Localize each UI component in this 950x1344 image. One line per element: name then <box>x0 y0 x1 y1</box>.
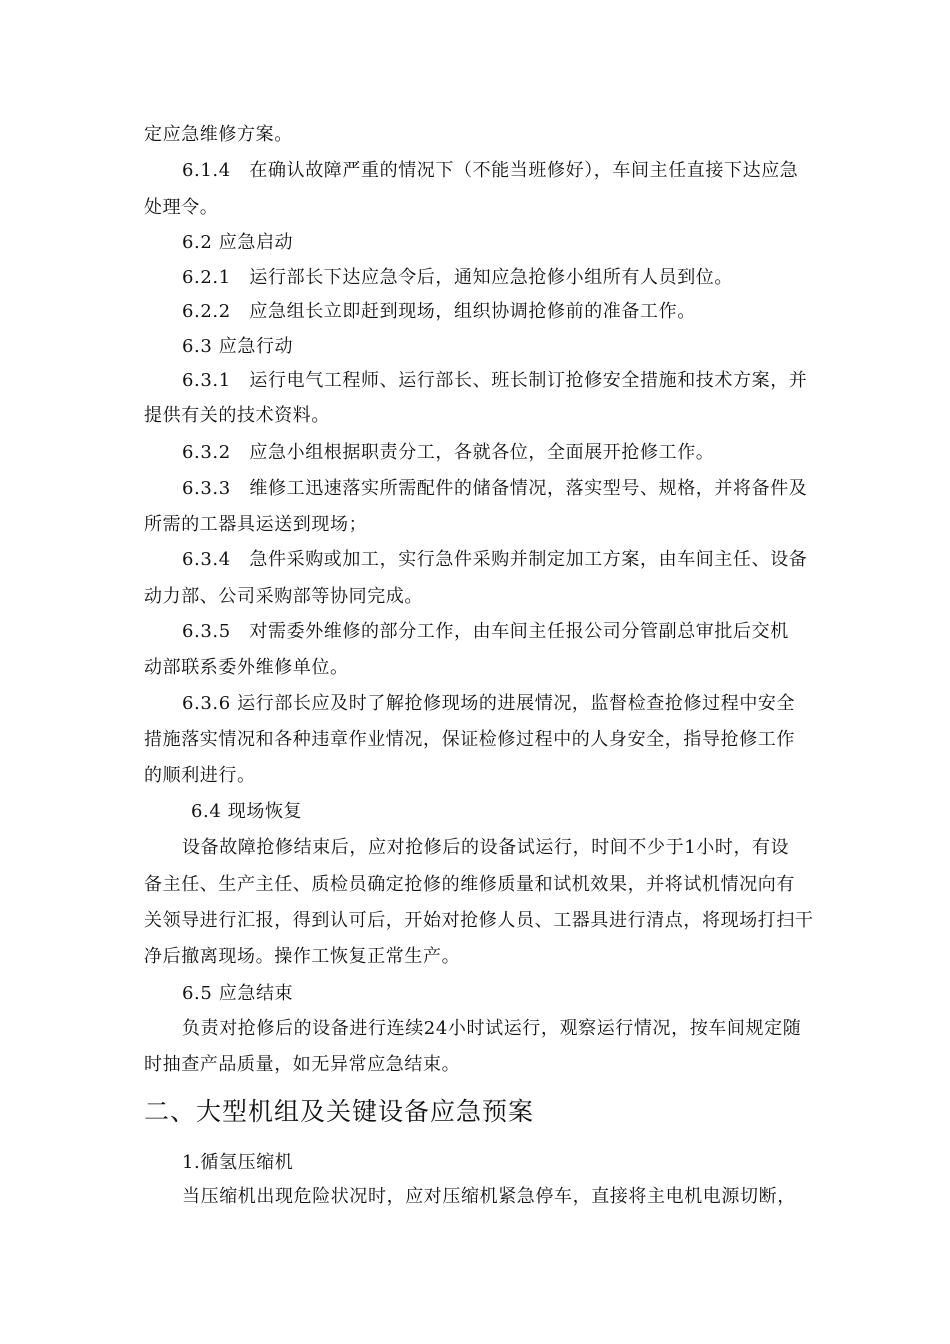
text-line: 6.3.3 维修工迅速落实所需配件的储备情况，落实型号、规格，并将备件及 <box>182 478 808 499</box>
text-line: 动部联系委外维修单位。 <box>144 657 349 678</box>
text-line: 6.2.2 应急组长立即赶到现场，组织协调抢修前的准备工作。 <box>182 301 696 322</box>
text-line: 措施落实情况和各种违章作业情况，保证检修过程中的人身安全，指导抢修工作 <box>144 729 795 750</box>
subsection-heading: 6.5 应急结束 <box>182 983 294 1004</box>
text-line: 6.3.1 运行电气工程师、运行部长、班长制订抢修安全措施和技术方案，并 <box>182 370 808 391</box>
text-line: 所需的工器具运送到现场； <box>144 514 368 535</box>
text-line: 设备故障抢修结束后，应对抢修后的设备试运行，时间不少于1小时，有设 <box>182 837 790 858</box>
text-line: 提供有关的技术资料。 <box>144 405 330 426</box>
text-line: 处理令。 <box>144 197 219 218</box>
subsection-title: 1.循氢压缩机 <box>182 1152 294 1173</box>
text-line: 6.2.1 运行部长下达应急令后，通知应急抢修小组所有人员到位。 <box>182 267 733 288</box>
text-line: 时抽查产品质量，如无异常应急结束。 <box>144 1054 461 1075</box>
text-line: 6.3.5 对需委外维修的部分工作，由车间主任报公司分管副总审批后交机 <box>182 621 789 642</box>
text-line: 当压缩机出现危险状况时，应对压缩机紧急停车，直接将主电机电源切断， <box>182 1186 796 1207</box>
text-line: 负责对抢修后的设备进行连续24小时试运行，观察运行情况，按车间规定随 <box>182 1018 802 1039</box>
section-heading: 二、大型机组及关键设备应急预案 <box>144 1097 535 1126</box>
text-line: 关领导进行汇报，得到认可后，开始对抢修人员、工器具进行清点，将现场打扫干 <box>144 910 814 931</box>
subsection-heading: 6.2 应急启动 <box>182 232 294 253</box>
subsection-heading: 6.4 现场恢复 <box>191 801 303 822</box>
text-line: 净后撤离现场。操作工恢复正常生产。 <box>144 946 461 967</box>
text-line: 6.3.2 应急小组根据职责分工，各就各位，全面展开抢修工作。 <box>182 442 715 463</box>
text-line: 定应急维修方案。 <box>144 124 293 145</box>
text-line: 备主任、生产主任、质检员确定抢修的维修质量和试机效果，并将试机情况向有 <box>144 874 795 895</box>
text-line: 6.1.4 在确认故障严重的情况下（不能当班修好），车间主任直接下达应急 <box>182 160 799 181</box>
text-line: 6.3.6 运行部长应及时了解抢修现场的进展情况，监督检查抢修过程中安全 <box>182 693 796 714</box>
text-line: 6.3.4 急件采购或加工，实行急件采购并制定加工方案，由车间主任、设备 <box>182 549 808 570</box>
text-line: 的顺利进行。 <box>144 765 256 786</box>
subsection-heading: 6.3 应急行动 <box>182 336 294 357</box>
text-line: 动力部、公司采购部等协同完成。 <box>144 586 423 607</box>
